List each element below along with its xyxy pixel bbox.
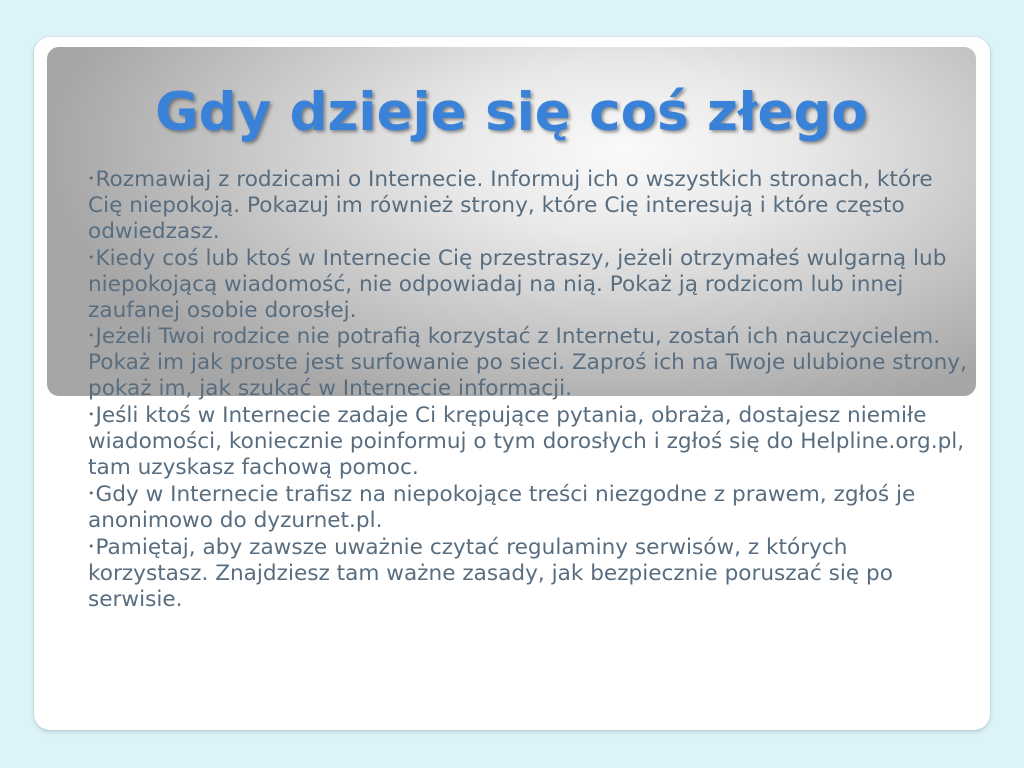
list-item <box>88 402 968 481</box>
bullet-icon: • <box>88 329 95 343</box>
list-item-text: Pamiętaj, aby zawsze uważnie czytać regulaminy serwisów, z których korzystasz. Znajdziesz tam ważne zasady, jak bezpiecznie poruszać się po serwisie. <box>88 534 893 612</box>
bullet-icon: • <box>88 539 95 553</box>
list-item-text: Rozmawiaj z rodzicami o Internecie. Informuj ich o wszystkich stronach, które Cię niepokoją. Pokazuj im również strony, które Cię interesują i które często odwiedzasz. <box>88 167 933 244</box>
list-item <box>88 166 968 245</box>
list-item-text: Jeżeli Twoi rodzice nie potrafią korzystać z Internetu, zostań ich nauczycielem. Pokaż im jak proste jest surfowanie po sieci. Zaproś ich na Twoje ulubione strony, pokaż im, jak szukać w Internecie informacji. <box>88 324 967 402</box>
bullet-list <box>88 166 968 612</box>
list-item <box>88 481 968 534</box>
list-item <box>88 534 968 613</box>
list-item <box>88 245 968 324</box>
bullet-icon: • <box>88 250 95 264</box>
list-item-text: Jeśli ktoś w Internecie zadaje Ci krępujące pytania, obraża, dostajesz niemiłe wiadomości, koniecznie poinformuj o tym dorosłych i zgłoś się do Helpline.org.pl, tam uzyskasz fachową pomoc. <box>88 403 965 480</box>
bullet-icon: • <box>88 486 95 500</box>
list-item <box>88 323 968 402</box>
bullet-icon: • <box>88 408 95 422</box>
slide-title: Gdy dzieje się coś złego <box>155 82 868 143</box>
bullet-icon: • <box>88 172 95 185</box>
list-item-text: Gdy w Internecie trafisz na niepokojące treści niezgodne z prawem, zgłoś je anonimowo do dyzurnet.pl. <box>88 481 916 533</box>
list-item-text: Kiedy coś lub ktoś w Internecie Cię przestraszy, jeżeli otrzymałeś wulgarną lub niepokojącą wiadomość, nie odpowiadaj na nią. Pokaż ją rodzicom lub innej zaufanej osobie dorosłej. <box>88 245 947 323</box>
